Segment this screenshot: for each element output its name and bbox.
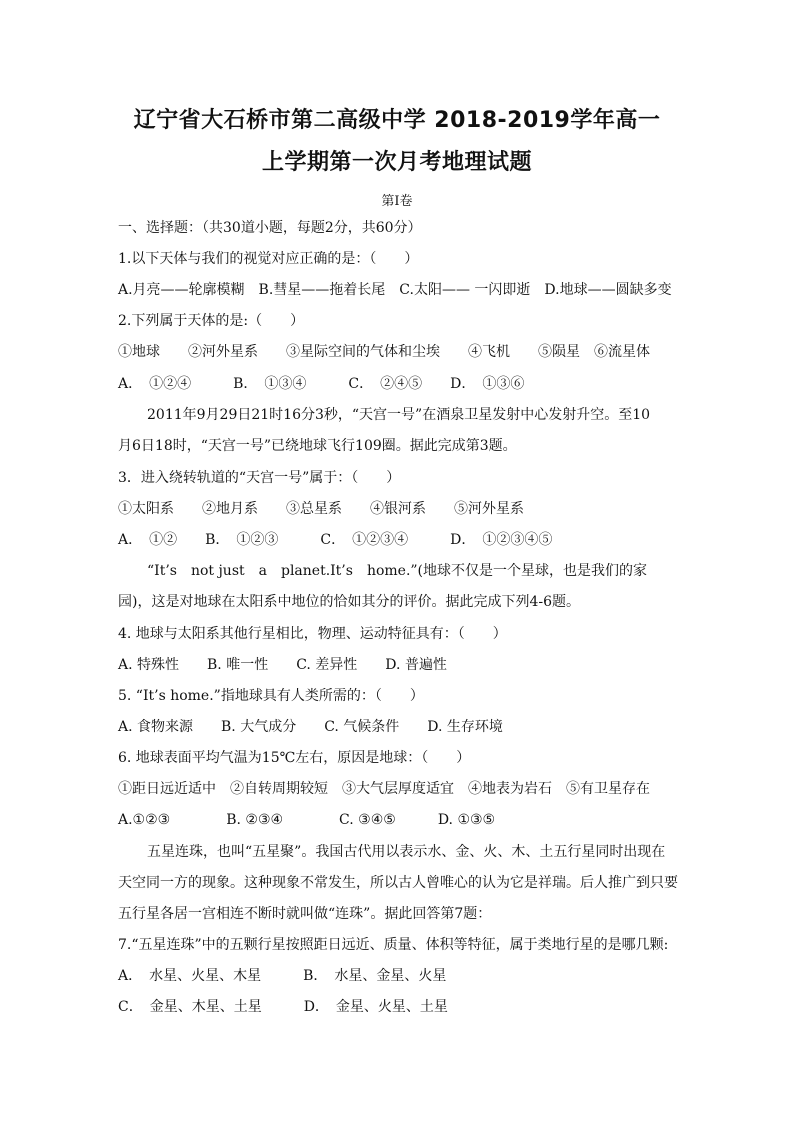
question-2-options: A． ①②④ B． ①③④ C． ②④⑤ D． ①③⑥ xyxy=(118,376,525,392)
material-paragraph-3-cont: 天空同一方的现象。这种现象不常发生，所以古人曾唯心的认为它是祥瑞。后人推广到只要 xyxy=(118,875,678,891)
material-paragraph-2: “It’s not just a planet.It’s home.”(地球不仅是一个星球，也是我们的家 xyxy=(147,563,648,579)
question-3-items: ①太阳系 ②地月系 ③总星系 ④银河系 ⑤河外星系 xyxy=(118,501,524,517)
question-2-items: ①地球 ②河外星系 ③星际空间的气体和尘埃 ④飞机 ⑤陨星 ⑥流星体 xyxy=(118,344,650,360)
question-1-options: A.月亮——轮廓模糊 B.彗星——拖着长尾 C.太阳—— 一闪即逝 D.地球——圆缺多变 xyxy=(118,282,672,298)
question-6: 6. 地球表面平均气温为15℃左右，原因是地球：（ ） xyxy=(118,750,471,766)
question-7: 7.“五星连珠”中的五颗行星按照距日远近、质量、体积等特征，属于类地行星的是哪几颗: xyxy=(118,937,669,953)
material-paragraph-1-cont: 月6日18时，“天宫一号”已绕地球飞行109圈。据此完成第3题。 xyxy=(118,438,517,454)
question-7-options-cd: C． 金星、木星、土星 D． 金星、火星、土星 xyxy=(118,999,448,1015)
question-2: 2.下列属于天体的是:（ ） xyxy=(118,313,305,329)
question-3-options: A． ①② B． ①②③ C． ①②③④ D． ①②③④⑤ xyxy=(118,532,553,548)
material-paragraph-2-cont: 园)，这是对地球在太阳系中地位的恰如其分的评价。据此完成下列4-6题。 xyxy=(118,594,581,610)
material-paragraph-1: 2011年9月29日21时16分3秒，“天宫一号”在酒泉卫星发射中心发射升空。至10 xyxy=(147,407,651,423)
question-5-options: A. 食物来源 B. 大气成分 C. 气候条件 D. 生存环境 xyxy=(118,719,503,735)
question-7-options-ab: A． 水星、火星、木星 B． 水星、金星、火星 xyxy=(118,968,447,984)
volume-label: 第I卷 xyxy=(381,194,413,209)
question-3: 3．进入绕转轨道的“天宫一号”属于：（ ） xyxy=(118,470,401,486)
question-5: 5. “It’s home.”指地球具有人类所需的：（ ） xyxy=(118,688,424,704)
question-4: 4. 地球与太阳系其他行星相比，物理、运动特征具有：（ ） xyxy=(118,626,507,642)
document-title: 辽宁省大石桥市第二高级中学 2018-2019学年高一 xyxy=(133,108,661,133)
question-4-options: A. 特殊性 B. 唯一性 C. 差异性 D. 普遍性 xyxy=(118,657,447,673)
material-paragraph-3: 五星连珠，也叫“五星聚”。我国古代用以表示水、金、火、木、土五行星同时出现在 xyxy=(147,844,666,860)
question-1: 1.以下天体与我们的视觉对应正确的是：（ ） xyxy=(118,251,419,267)
document-subtitle: 上学期第一次月考地理试题 xyxy=(261,150,532,175)
material-paragraph-3-end: 五行星各居一宫相连不断时就叫做“连珠”。据此回答第7题： xyxy=(118,906,492,922)
question-6-options: A.①②③ B. ②③④ C. ③④⑤ D. ①③⑤ xyxy=(118,812,496,828)
section-heading: 一、选择题：（共30道小题，每题2分，共60分） xyxy=(118,220,422,236)
question-6-items: ①距日远近适中 ②自转周期较短 ③大气层厚度适宜 ④地表为岩石 ⑤有卫星存在 xyxy=(118,781,650,797)
